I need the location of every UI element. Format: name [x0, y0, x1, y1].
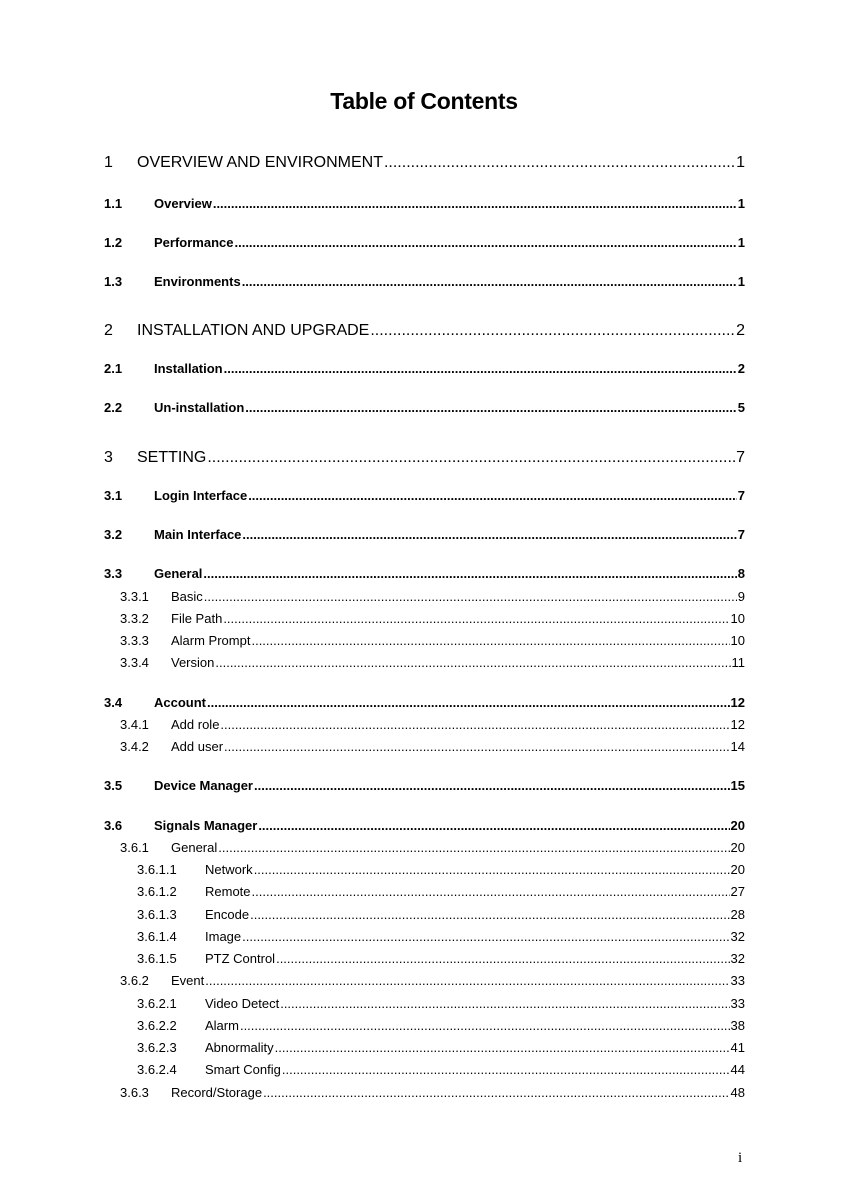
toc-entry-page: 2 — [737, 361, 745, 376]
toc-entry-number: 3.6.3 — [120, 1085, 149, 1100]
toc-entry-title: Environments — [154, 274, 241, 289]
toc-entry-page: 7 — [736, 449, 745, 466]
toc-leader-dots — [254, 778, 730, 793]
toc-entry-number: 3.3.4 — [120, 655, 149, 670]
toc-entry[interactable] — [137, 884, 745, 904]
toc-entry-title: Network — [205, 862, 253, 877]
toc-entry[interactable] — [120, 1085, 745, 1105]
toc-leader-dots — [224, 361, 737, 376]
toc-entry-number: 3.6.1.1 — [137, 862, 177, 877]
toc-entry-page: 8 — [737, 566, 745, 581]
toc-leader-dots — [263, 1085, 729, 1100]
toc-entry-title: Add role — [171, 717, 220, 732]
toc-entry-page: 1 — [737, 196, 745, 211]
toc-entry[interactable] — [137, 1062, 745, 1082]
toc-entry-page: 7 — [737, 488, 745, 503]
toc-leader-dots — [207, 695, 730, 710]
toc-entry-number: 3.5 — [104, 778, 123, 793]
toc-entry-title: Main Interface — [154, 527, 242, 542]
toc-leader-dots — [218, 840, 729, 855]
toc-entry-number: 3.6.2.2 — [137, 1018, 177, 1033]
toc-entry-number: 3.3.2 — [120, 611, 149, 626]
toc-entry[interactable] — [104, 196, 745, 216]
toc-entry[interactable] — [120, 633, 745, 653]
toc-entry-page: 14 — [730, 739, 745, 754]
toc-leader-dots — [215, 655, 730, 670]
toc-entry[interactable] — [120, 973, 745, 993]
toc-leader-dots — [213, 196, 737, 211]
toc-entry-page: 12 — [730, 717, 745, 732]
toc-entry-page: 7 — [737, 527, 745, 542]
toc-entry-page: 44 — [730, 1062, 745, 1077]
toc-entry-title: Performance — [154, 235, 234, 250]
toc-entry[interactable] — [120, 840, 745, 860]
toc-entry-page: 32 — [730, 929, 745, 944]
toc-entry-number: 1.2 — [104, 235, 123, 250]
toc-entry-number: 3.1 — [104, 488, 123, 503]
toc-entry-title: General — [154, 566, 203, 581]
toc-leader-dots — [258, 818, 729, 833]
toc-entry-title: Basic — [171, 589, 203, 604]
toc-entry[interactable] — [120, 717, 745, 737]
toc-entry-number: 3.6 — [104, 818, 123, 833]
toc-entry[interactable] — [104, 488, 745, 508]
toc-entry-number: 3.4.2 — [120, 739, 149, 754]
toc-entry-number: 3.6.2.1 — [137, 996, 177, 1011]
toc-entry-title: OVERVIEW AND ENVIRONMENT — [137, 154, 383, 171]
toc-entry-page: 10 — [730, 633, 745, 648]
toc-entry-title: INSTALLATION AND UPGRADE — [137, 322, 370, 339]
toc-leader-dots — [384, 154, 735, 172]
toc-entry-number: 3.6.1.4 — [137, 929, 177, 944]
toc-leader-dots — [220, 717, 729, 732]
toc-entry-page: 5 — [737, 400, 745, 415]
toc-entry-title: Abnormality — [205, 1040, 274, 1055]
toc-entry-page: 20 — [730, 862, 745, 877]
toc-leader-dots — [282, 1062, 730, 1077]
toc-entry-page: 1 — [736, 154, 745, 171]
toc-entry-title: Video Detect — [205, 996, 280, 1011]
toc-leader-dots — [252, 884, 730, 899]
toc-entry-number: 3.4 — [104, 695, 123, 710]
toc-entry[interactable] — [104, 361, 745, 381]
toc-leader-dots — [245, 400, 736, 415]
toc-entry-title: Un-installation — [154, 400, 245, 415]
toc-entry-number: 3.3 — [104, 566, 123, 581]
toc-entry-title: Event — [171, 973, 205, 988]
toc-entry-number: 3.6.1 — [120, 840, 149, 855]
toc-entry-number: 1.1 — [104, 196, 123, 211]
toc-entry[interactable] — [137, 862, 745, 882]
toc-entry-page: 11 — [731, 655, 745, 670]
toc-entry-page: 9 — [737, 589, 745, 604]
toc-leader-dots — [242, 929, 729, 944]
toc-entry[interactable] — [120, 611, 745, 631]
toc-entry-number: 3.3.3 — [120, 633, 149, 648]
toc-entry-page: 1 — [737, 274, 745, 289]
toc-entry-page: 2 — [736, 322, 745, 339]
toc-entry-title: Signals Manager — [154, 818, 258, 833]
toc-entry[interactable] — [137, 996, 745, 1016]
toc-entry-page: 27 — [730, 884, 745, 899]
toc-entry[interactable] — [137, 1040, 745, 1060]
toc-entry[interactable] — [104, 527, 745, 547]
toc-entry-title: Device Manager — [154, 778, 253, 793]
page-title: Table of Contents — [330, 88, 518, 114]
toc-entry-page: 12 — [730, 695, 745, 710]
toc-entry[interactable] — [104, 566, 745, 586]
toc-leader-dots — [224, 739, 729, 754]
toc-leader-dots — [234, 235, 736, 250]
toc-entry[interactable] — [104, 274, 745, 294]
toc-entry-page: 33 — [730, 973, 745, 988]
toc-entry[interactable] — [120, 655, 745, 675]
toc-entry-page: 20 — [730, 840, 745, 855]
page-number: i — [738, 1150, 743, 1166]
toc-entry-page: 15 — [730, 778, 745, 793]
toc-entry[interactable] — [104, 449, 745, 469]
toc-entry-number: 3 — [104, 449, 113, 466]
toc-entry-page: 10 — [730, 611, 745, 626]
toc-entry-number: 2.1 — [104, 361, 123, 376]
toc-leader-dots — [251, 633, 729, 648]
toc-entry-title: SETTING — [137, 449, 207, 466]
toc-entry-number: 3.6.1.3 — [137, 907, 177, 922]
toc-entry-title: Alarm Prompt — [171, 633, 251, 648]
toc-entry-number: 3.6.2.3 — [137, 1040, 177, 1055]
toc-entry-title: Encode — [205, 907, 250, 922]
toc-entry-title: Remote — [205, 884, 251, 899]
toc-entry-page: 1 — [737, 235, 745, 250]
toc-entry-page: 38 — [730, 1018, 745, 1033]
toc-entry-title: Smart Config — [205, 1062, 281, 1077]
toc-entry[interactable] — [104, 322, 745, 342]
toc-entry-number: 1 — [104, 154, 113, 171]
toc-entry-title: General — [171, 840, 218, 855]
toc-entry-number: 1.3 — [104, 274, 123, 289]
toc-entry[interactable] — [137, 1018, 745, 1038]
toc-entry-number: 2 — [104, 322, 113, 339]
toc-entry-title: Add user — [171, 739, 224, 754]
toc-entry-page: 41 — [730, 1040, 745, 1055]
toc-entry-title: Version — [171, 655, 215, 670]
toc-entry[interactable] — [104, 695, 745, 715]
toc-entry-title: Account — [154, 695, 206, 710]
toc-leader-dots — [254, 862, 730, 877]
toc-entry-page: 32 — [730, 951, 745, 966]
toc-leader-dots — [242, 527, 736, 542]
toc-leader-dots — [370, 322, 735, 340]
toc-leader-dots — [275, 1040, 730, 1055]
toc-leader-dots — [204, 589, 737, 604]
toc-entry-page: 48 — [730, 1085, 745, 1100]
toc-entry-title: Alarm — [205, 1018, 239, 1033]
toc-entry[interactable] — [137, 929, 745, 949]
toc-entry-number: 3.6.2 — [120, 973, 149, 988]
toc-entry[interactable] — [104, 235, 745, 255]
toc-leader-dots — [205, 973, 729, 988]
toc-leader-dots — [280, 996, 729, 1011]
toc-entry-page: 33 — [730, 996, 745, 1011]
toc-leader-dots — [248, 488, 737, 503]
toc-entry-number: 3.4.1 — [120, 717, 149, 732]
toc-leader-dots — [242, 274, 737, 289]
toc-entry[interactable] — [104, 400, 745, 420]
toc-entry-title: PTZ Control — [205, 951, 276, 966]
toc-entry[interactable] — [104, 818, 745, 838]
toc-entry[interactable] — [104, 778, 745, 798]
toc-entry-title: Login Interface — [154, 488, 248, 503]
toc-entry-title: File Path — [171, 611, 223, 626]
toc-entry-title: Installation — [154, 361, 223, 376]
toc-entry-number: 3.3.1 — [120, 589, 149, 604]
toc-entry-title: Image — [205, 929, 242, 944]
toc-leader-dots — [223, 611, 729, 626]
toc-entry-number: 2.2 — [104, 400, 123, 415]
toc-leader-dots — [250, 907, 729, 922]
toc-entry-page: 20 — [730, 818, 745, 833]
toc-leader-dots — [203, 566, 736, 581]
toc-leader-dots — [276, 951, 729, 966]
toc-leader-dots — [207, 449, 735, 467]
toc-entry[interactable] — [137, 907, 745, 927]
toc-entry-title: Record/Storage — [171, 1085, 263, 1100]
toc-entry-page: 28 — [730, 907, 745, 922]
toc-entry-number: 3.6.2.4 — [137, 1062, 177, 1077]
toc-entry[interactable] — [137, 951, 745, 971]
toc-entry-number: 3.2 — [104, 527, 123, 542]
toc-leader-dots — [240, 1018, 730, 1033]
toc-entry-title: Overview — [154, 196, 212, 211]
toc-entry[interactable] — [120, 589, 745, 609]
toc-entry[interactable] — [120, 739, 745, 759]
toc-entry-number: 3.6.1.2 — [137, 884, 177, 899]
toc-entry[interactable] — [104, 154, 745, 174]
toc-entry-number: 3.6.1.5 — [137, 951, 177, 966]
